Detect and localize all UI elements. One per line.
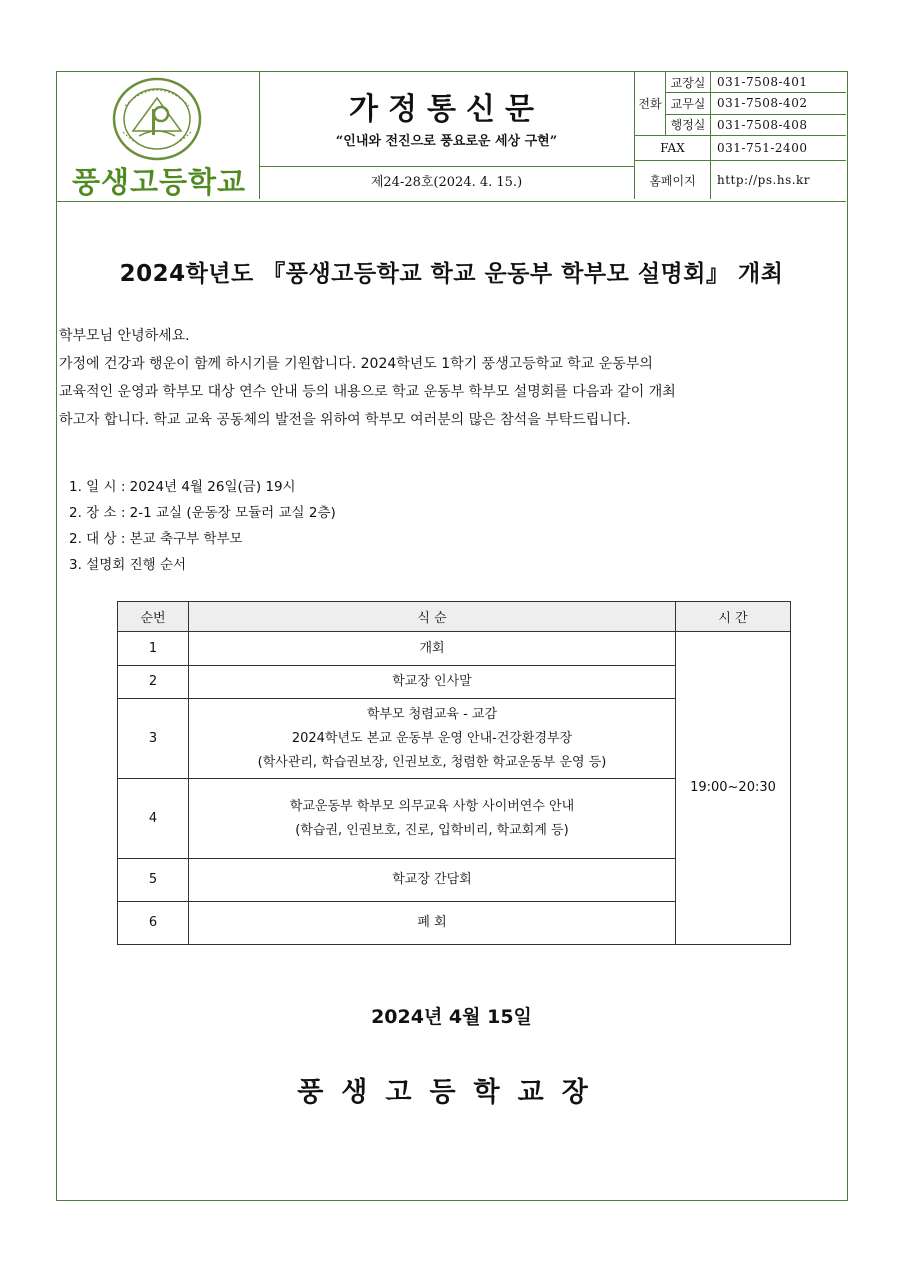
column-header: 식 순 — [189, 602, 676, 632]
body-paragraph-line: 하고자 합니다. 학교 교육 공동체의 발전을 위하여 학부모 여러분의 많은 참석을 부탁드립니다. — [59, 412, 631, 428]
list-item: 1. 일 시 : 2024년 4월 26일(금) 19시 — [69, 479, 296, 495]
notice-date: 2024년 4월 15일 — [371, 1006, 532, 1028]
homepage-link[interactable]: http://ps.hs.kr — [711, 161, 847, 199]
school-name: 풍생고등학교 — [71, 165, 247, 199]
issue-number: 제24-28호(2024. 4. 15.) — [259, 166, 635, 199]
newsletter-title: 가정통신문 — [349, 92, 544, 127]
row-number: 2 — [118, 666, 189, 699]
schedule-table — [117, 601, 791, 945]
agenda-line: 개회 — [419, 640, 445, 656]
notice-title: 2024학년도 『풍생고등학교 학교 운동부 학부모 설명회』 개최 — [119, 261, 784, 287]
agenda-line: 학교장 인사말 — [392, 674, 472, 689]
contact-label: 교장실 — [666, 72, 711, 93]
homepage-label: 홈페이지 — [635, 161, 711, 199]
list-item: 3. 설명회 진행 순서 — [69, 557, 187, 573]
body-paragraph-line: 교육적인 운영과 학부모 대상 연수 안내 등의 내용으로 학교 운동부 학부모 설명회를 다음과 같이 개최 — [59, 384, 676, 400]
agenda-item — [189, 779, 676, 859]
contact-number: 031-7508-402 — [711, 93, 847, 114]
signer-name: 풍생고등학교장 — [297, 1077, 606, 1108]
column-header: 시 간 — [676, 602, 791, 632]
time-cell: 19:00~20:30 — [676, 632, 791, 945]
agenda-line: (학습권, 인권보호, 진로, 입학비리, 학교회계 등) — [295, 822, 569, 838]
table-header-row — [118, 602, 791, 632]
school-slogan: “인내와 전진으로 풍요로운 세상 구현” — [335, 134, 558, 149]
contact-label: 행정실 — [666, 114, 711, 135]
row-number: 5 — [118, 859, 189, 902]
event-details-list — [69, 474, 336, 578]
row-number: 1 — [118, 632, 189, 666]
newsletter-header — [57, 72, 846, 202]
agenda-item — [189, 632, 676, 666]
agenda-line: 폐 회 — [417, 915, 447, 930]
school-logo-cell — [57, 72, 260, 199]
list-item: 2. 대 상 : 본교 축구부 학부모 — [69, 531, 243, 547]
table-row — [118, 632, 791, 666]
school-seal-icon — [111, 76, 203, 162]
contact-number: 031-7508-408 — [711, 114, 847, 135]
agenda-line: 학부모 청렴교육 - 교감 — [366, 706, 498, 722]
row-number: 6 — [118, 902, 189, 945]
fax-number: 031-751-2400 — [711, 135, 847, 160]
fax-label: FAX — [635, 135, 711, 160]
list-item: 2. 장 소 : 2-1 교실 (운동장 모듈러 교실 2층) — [69, 505, 336, 521]
agenda-item — [189, 666, 676, 699]
agenda-line: (학사관리, 학습권보장, 인권보호, 청렴한 학교운동부 운영 등) — [257, 754, 607, 770]
contact-number: 031-7508-401 — [711, 72, 847, 93]
row-number: 4 — [118, 779, 189, 859]
row-number: 3 — [118, 699, 189, 779]
title-cell — [259, 72, 635, 167]
newsletter-frame — [56, 71, 848, 1201]
column-header: 순번 — [118, 602, 189, 632]
agenda-item — [189, 902, 676, 945]
agenda-line: 2024학년도 본교 운동부 운영 안내-건강환경부장 — [291, 730, 573, 746]
contact-table — [634, 72, 846, 199]
contact-label: 교무실 — [666, 93, 711, 114]
agenda-item — [189, 859, 676, 902]
body-paragraph-line: 가정에 건강과 행운이 함께 하시기를 기원합니다. 2024학년도 1학기 풍생고등학교 학교 운동부의 — [59, 356, 653, 372]
notice-body — [59, 322, 845, 434]
agenda-line: 학교장 간담회 — [392, 872, 472, 887]
agenda-line: 학교운동부 학부모 의무교육 사항 사이버연수 안내 — [289, 798, 575, 814]
phone-label: 전화 — [635, 72, 666, 135]
agenda-item — [189, 699, 676, 779]
greeting-text: 학부모님 안녕하세요. — [59, 328, 190, 344]
